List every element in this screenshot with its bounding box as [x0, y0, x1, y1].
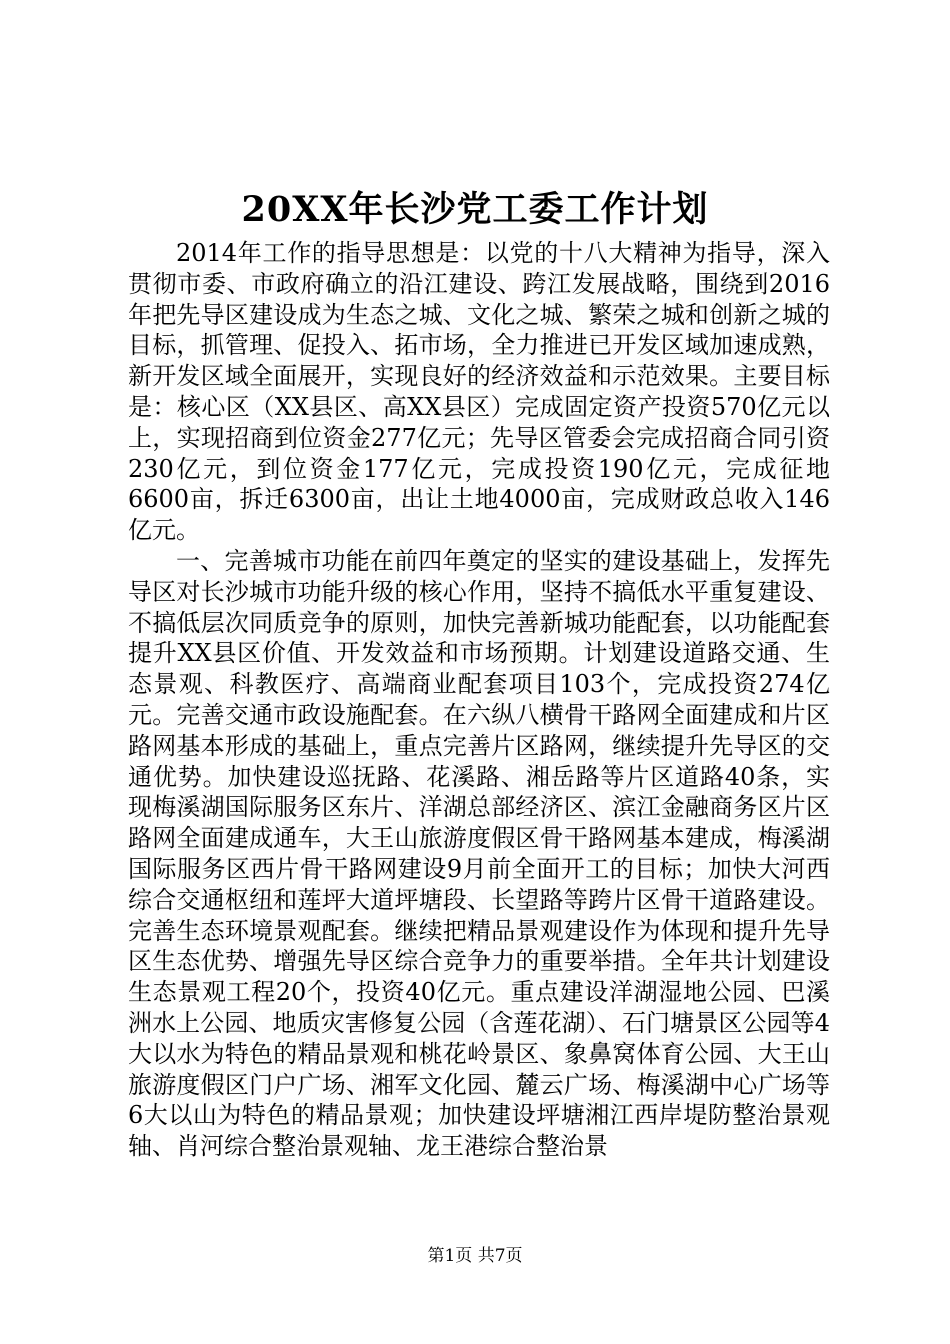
document-title: 20XX年长沙党工委工作计划 — [241, 189, 709, 230]
paragraph-urban-function: 一、完善城市功能在前四年奠定的坚实的建设基础上，发挥先导区对长沙城市功能升级的核心作用，坚持不搞低水平重复建设、不搞低层次同质竞争的原则，加快完善新城功能配套，以功能配套提升XX县区价值、开发效益和市场预期。计划建设道路交通、生态景观、科教医疗、高端商业配套项目103个，完成投资274亿元。完善交通市政设施配套。在六纵八横骨干路网全面建成和片区路网基本形成的基础上，重点完善片区路网，继续提升先导区的交通优势。加快建设巡抚路、花溪路、湘岳路等片区道路40条，实现梅溪湖国际服务区东片、洋湖总部经济区、滨江金融商务区片区路网全面建成通车，大王山旅游度假区骨干路网基本建成，梅溪湖国际服务区西片骨干路网建设9月前全面开工的目标；加快大河西综合交通枢纽和莲坪大道坪塘段、长望路等跨片区骨干道路建设。完善生态环境景观配套。继续把精品景观建设作为体现和提升先导区生态优势、增强先导区综合竞争力的重要举措。全年共计划建设生态景观工程20个，投资40亿元。重点建设洋湖湿地公园、巴溪洲水上公园、地质灾害修复公园（含莲花湖）、石门塘景区公园等4大以水为特色的精品景观和桃花岭景区、象鼻窝体育公园、大王山旅游度假区门户广场、湘军文化园、麓云广场、梅溪湖中心广场等6大以山为特色的精品景观；加快建设坪塘湘江西岸堤防整治景观轴、肖河综合整治景观轴、龙王港综合整治景 — [128, 546, 830, 1161]
document-body — [128, 238, 830, 1162]
page-number-footer: 第1页 共7页 — [427, 1246, 523, 1266]
paragraph-guiding-thought: 2014年工作的指导思想是：以党的十八大精神为指导，深入贯彻市委、市政府确立的沿江建设、跨江发展战略，围绕到2016年把先导区建设成为生态之城、文化之城、繁荣之城和创新之城的目标，抓管理、促投入、拓市场，全力推进已开发区域加速成熟，新开发区域全面展开，实现良好的经济效益和示范效果。主要目标是：核心区（XX县区、高XX县区）完成固定资产投资570亿元以上，实现招商到位资金277亿元；先导区管委会完成招商合同引资230亿元，到位资金177亿元，完成投资190亿元，完成征地6600亩，拆迁6300亩，出让土地4000亩，完成财政总收入146亿元。 — [128, 239, 830, 545]
